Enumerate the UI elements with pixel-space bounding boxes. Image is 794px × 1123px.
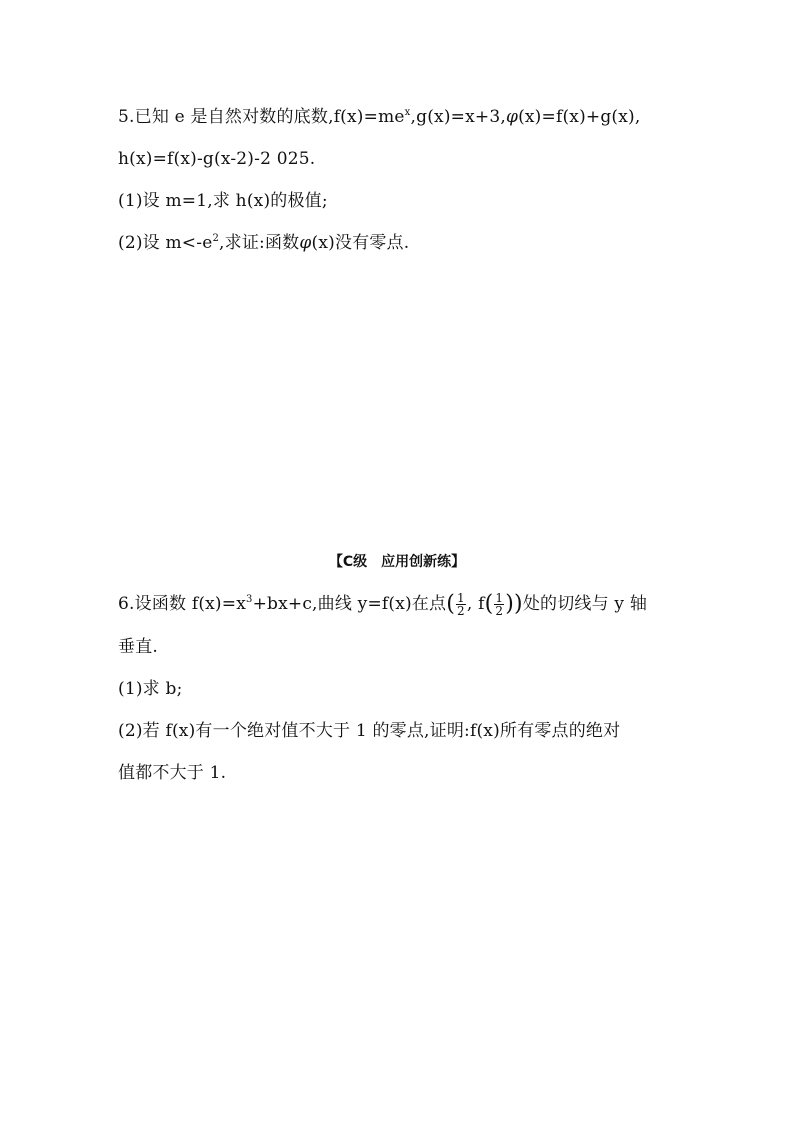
problem-5-part-2-text: (x)没有零点. <box>311 233 410 253</box>
fraction-one-half <box>456 592 466 617</box>
problem-5-text: ,g(x)=x+3, <box>410 107 506 127</box>
paren-close: ) <box>505 591 515 617</box>
problem-6-text: 处的切线与 y 轴 <box>522 594 648 614</box>
problem-6-line-1 <box>118 592 647 618</box>
problem-5-part-2-text: (2)设 m<-e <box>118 233 213 253</box>
phi-symbol: φ <box>299 233 312 253</box>
paren-open: ( <box>484 591 494 617</box>
fraction-numerator: 1 <box>495 591 504 605</box>
fraction-numerator: 1 <box>457 591 465 605</box>
problem-6-text: 6.设函数 f(x)=x <box>118 594 246 614</box>
problem-6-text: , f <box>466 594 485 614</box>
problem-5-part-1: (1)设 m=1,求 h(x)的极值; <box>118 191 328 211</box>
problem-6-part-2-line-1: (2)若 f(x)有一个绝对值不大于 1 的零点,证明:f(x)所有零点的绝对 <box>118 721 621 741</box>
fraction-one-half <box>494 592 504 617</box>
problem-5-text: 5.已知 e 是自然对数的底数,f(x)=me <box>118 107 405 127</box>
problem-6-text: +bx+c,曲线 y=f(x)在点 <box>252 594 447 614</box>
problem-6-part-1: (1)求 b; <box>118 679 183 699</box>
fraction-denominator: 2 <box>457 604 465 618</box>
problem-5-line-2: h(x)=f(x)-g(x-2)-2 025. <box>118 149 316 169</box>
problem-6-line-2: 垂直. <box>118 637 159 657</box>
exponent: 3 <box>246 594 253 605</box>
paren-open: ( <box>446 591 456 617</box>
exponent: 2 <box>212 233 220 244</box>
phi-symbol: φ <box>505 107 519 127</box>
fraction-denominator: 2 <box>495 604 504 618</box>
problem-5-part-2 <box>118 232 409 257</box>
problem-5-text: (x)=f(x)+g(x), <box>518 107 641 127</box>
exponent: x <box>404 107 411 118</box>
problem-6-part-2-line-2: 值都不大于 1. <box>118 763 227 783</box>
problem-5-line-1 <box>118 106 641 131</box>
problem-5-part-2-text: ,求证:函数 <box>219 233 300 253</box>
paren-close: ) <box>514 591 523 617</box>
section-header: 【C级 应用创新练】 <box>328 554 466 570</box>
